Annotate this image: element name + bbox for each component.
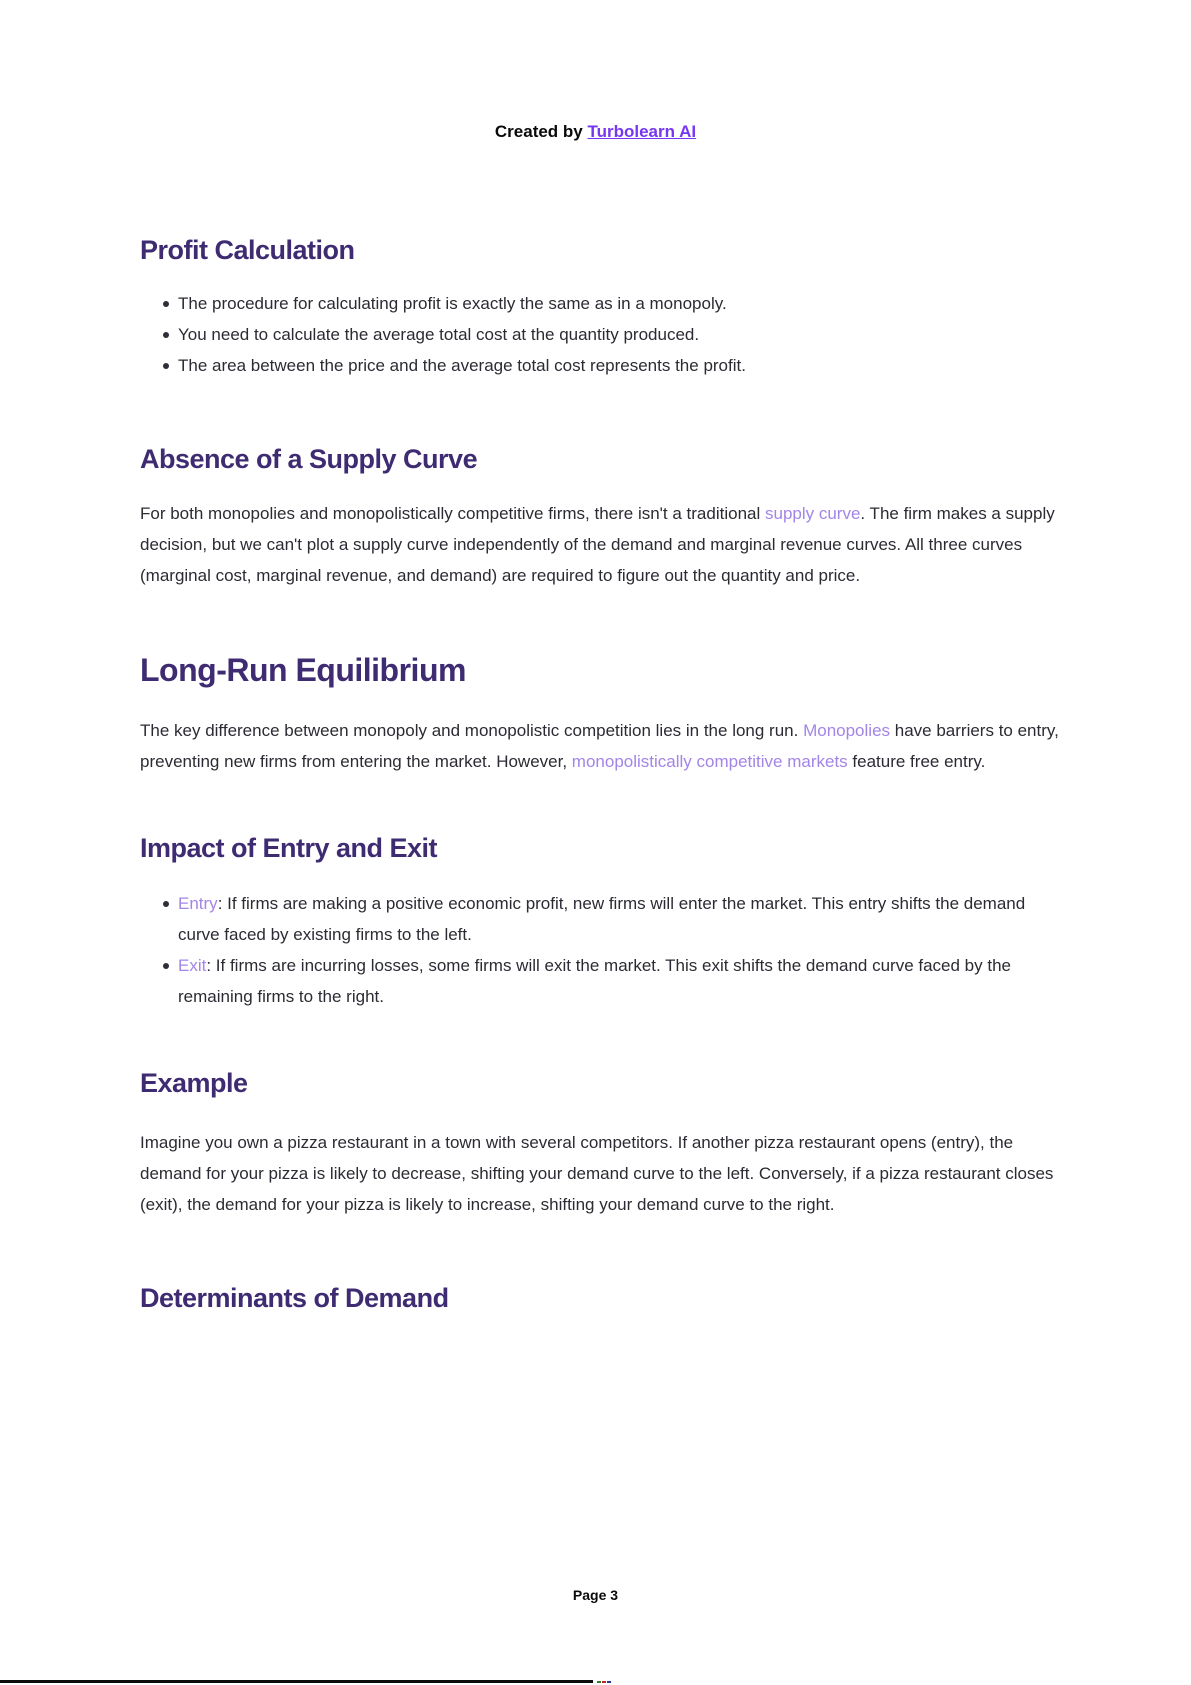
bullet-icon (163, 363, 169, 369)
artifact-dash (602, 1681, 606, 1683)
turbolearn-link[interactable]: Turbolearn AI (587, 122, 697, 141)
heading-determinants-of-demand: Determinants of Demand (140, 1283, 449, 1313)
paragraph-longrun (140, 715, 1070, 777)
heading-impact-entry-exit: Impact of Entry and Exit (140, 833, 438, 863)
paragraph-supply (140, 498, 1070, 591)
paragraph-text: feature free entry. (847, 752, 986, 771)
paragraph-text: have barriers to entry, preventing new firms from entering the market. However, (140, 721, 1059, 771)
paragraph-text: For both monopolies and monopolistically competitive firms, there isn't a traditional (140, 504, 765, 523)
heading-example: Example (140, 1068, 248, 1098)
list-item-text: The procedure for calculating profit is exactly the same as in a monopoly. (178, 294, 727, 313)
bullet-icon (163, 332, 169, 338)
term-monopolies: Monopolies (803, 721, 891, 740)
list-item-text: The area between the price and the average total cost represents the profit. (178, 356, 746, 375)
term-exit: Exit (178, 956, 207, 975)
bullet-icon (163, 901, 169, 907)
list-item-text: : If firms are making a positive economic profit, new firms will enter the market. This entry shifts the demand curve faced by existing firms to the left. (178, 894, 1026, 944)
bullet-icon (163, 963, 169, 969)
list-item (140, 288, 1070, 319)
list-item (140, 950, 1070, 1012)
created-by-text: Created by (494, 122, 588, 141)
paragraph-text: . The firm makes a supply decision, but we can't plot a supply curve independently of the demand and marginal revenue curves. All three curves (marginal cost, marginal revenue, and demand) are required to figure out the quantity and price. (140, 504, 1055, 585)
list-item (140, 319, 1070, 350)
entry-exit-bullet-list (140, 888, 1070, 1012)
bottom-edge-artifact (597, 1681, 611, 1683)
term-monopolistically-competitive-markets: monopolistically competitive markets (571, 752, 848, 771)
list-item-text: : If firms are incurring losses, some firms will exit the market. This exit shifts the demand curve faced by the remaining firms to the right. (178, 956, 1011, 1006)
list-item (140, 350, 1070, 381)
page-number: Page 3 (572, 1587, 619, 1603)
paragraph-text: The key difference between monopoly and monopolistic competition lies in the long run. (140, 721, 804, 740)
list-item (140, 888, 1070, 950)
profit-bullet-list (140, 288, 1070, 381)
artifact-dash (607, 1681, 611, 1683)
bottom-edge-line (0, 1680, 593, 1683)
bullet-icon (163, 301, 169, 307)
term-supply-curve: supply curve (764, 504, 861, 523)
document-content (140, 0, 1070, 1315)
term-entry: Entry (178, 894, 218, 913)
artifact-dash (597, 1681, 601, 1683)
paragraph-example: Imagine you own a pizza restaurant in a town with several competitors. If another pizza restaurant opens (entry), the demand for your pizza is likely to decrease, shifting your demand curve to the left. Conversely, if a pizza restaurant closes (exit), the demand for your pizza is likely to increase, shifting your demand curve to the right. (140, 1133, 1054, 1214)
heading-absence-supply-curve: Absence of a Supply Curve (140, 444, 478, 474)
heading-profit-calculation: Profit Calculation (140, 235, 355, 265)
heading-long-run-equilibrium: Long-Run Equilibrium (140, 652, 466, 688)
list-item-text: You need to calculate the average total cost at the quantity produced. (178, 325, 700, 344)
